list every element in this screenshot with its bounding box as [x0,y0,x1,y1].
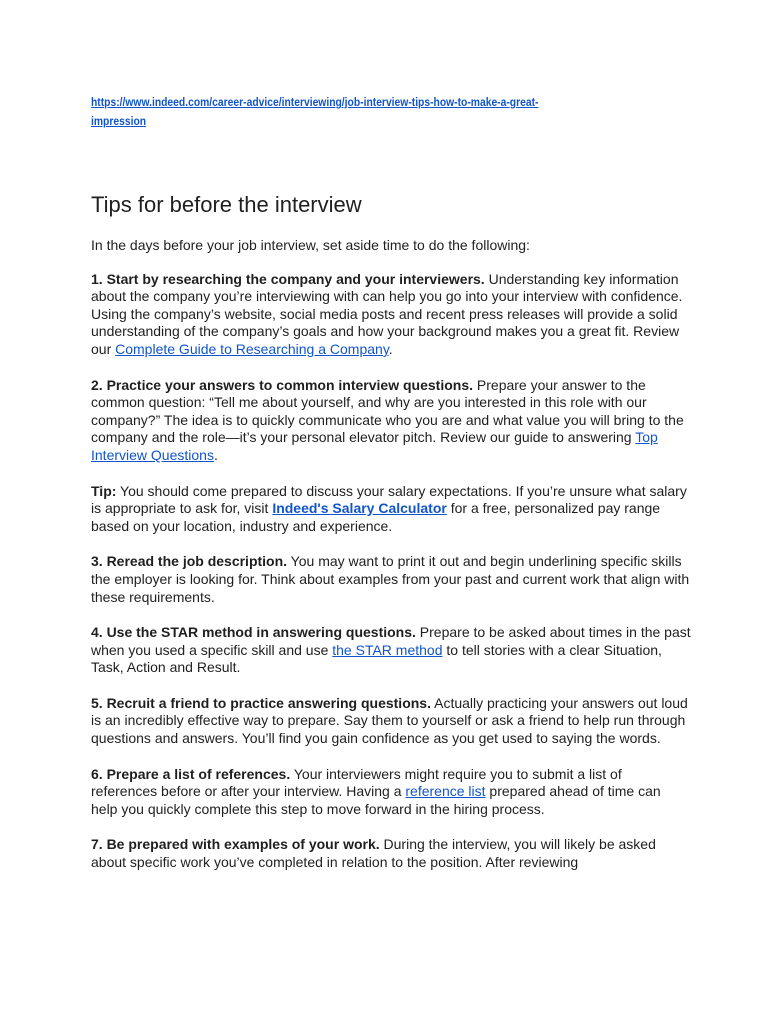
tip-4-paragraph [91,624,691,677]
tip-1-text: Understanding key information about the company you’re interviewing with can help you go into your interview with confidence. Using the company’s website, social media posts and recent press releases will provide a solid understanding of the company’s goals and how your background makes you a great fit. Review our [91,270,683,357]
tip-1-after: . [388,340,393,357]
tip-2-paragraph [91,377,691,465]
tip-5-text: Actually practicing your answers out loud is an incredibly effective way to prepare. Say them to yourself or ask a friend to help run through questions and answers. You’ll find you gain confidence as you get used to saying the words. [91,694,688,747]
top-interview-questions-link[interactable]: Top Interview Questions [91,429,658,463]
tip-3-title: 3. Reread the job description. [91,553,288,570]
tip-6-after: prepared ahead of time can help you quickly complete this step to move forward in the hiring process. [91,783,661,817]
tip-4-text: Prepare to be asked about times in the past when you used a specific skill and use [91,624,691,658]
tip-5-title: 5. Recruit a friend to practice answering questions. [91,694,431,711]
salary-tip-text: You should come prepared to discuss your salary expectations. If you’re unsure what salary is appropriate to ask for, visit [91,482,687,517]
tip-3-text: You may want to print it out and begin underlining specific skills the employer is looking for. Think about examples from your past and current work that align with these requirements. [91,553,690,605]
article-body [91,237,691,890]
salary-tip-title: Tip: [91,482,117,499]
tip-6-title: 6. Prepare a list of references. [91,765,291,782]
tip-5-paragraph [91,695,691,748]
tip-4-after: to tell stories with a clear Situation, Task, Action and Result. [91,641,662,676]
source-url-link[interactable]: https://www.indeed.com/career-advice/interviewing/job-interview-tips-how-to-make-a-great-impression [91,95,539,128]
tip-6-text: Your interviewers might require you to submit a list of references before or after your interview. Having a [91,765,622,800]
tip-3-paragraph [91,553,691,606]
tip-1-title: 1. Start by researching the company and your interviewers. [91,270,485,287]
salary-tip-after: for a free, personalized pay range based on your location, industry and experience. [91,500,661,534]
section-heading: Tips for before the interview [91,192,362,217]
tip-7-text: During the interview, you will likely be asked about specific work you’ve completed in relation to the position. After reviewing [91,836,656,871]
tip-7-paragraph [91,836,691,871]
tip-6-paragraph [91,766,691,819]
tip-1-paragraph [91,271,691,359]
salary-tip-paragraph [91,483,691,536]
tip-2-title: 2. Practice your answers to common interview questions. [91,376,474,393]
reference-list-link[interactable]: reference list [405,783,486,800]
star-method-link[interactable]: the STAR method [332,641,443,658]
salary-calculator-link[interactable]: Indeed's Salary Calculator [272,500,447,517]
tip-7-title: 7. Be prepared with examples of your work. [91,836,380,853]
tip-2-text: Prepare your answer to the common question: “Tell me about yourself, and why are you interested in this role with our company?” The idea is to quickly communicate who you are and what value you will bring to the company and the role—it’s your personal elevator pitch. Review our guide to answering [91,376,684,446]
intro-paragraph: In the days before your job interview, set aside time to do the following: [91,237,530,253]
tip-4-title: 4. Use the STAR method in answering questions. [91,624,416,641]
tip-2-after: . [213,446,218,463]
researching-guide-link[interactable]: Complete Guide to Researching a Company [115,340,389,357]
